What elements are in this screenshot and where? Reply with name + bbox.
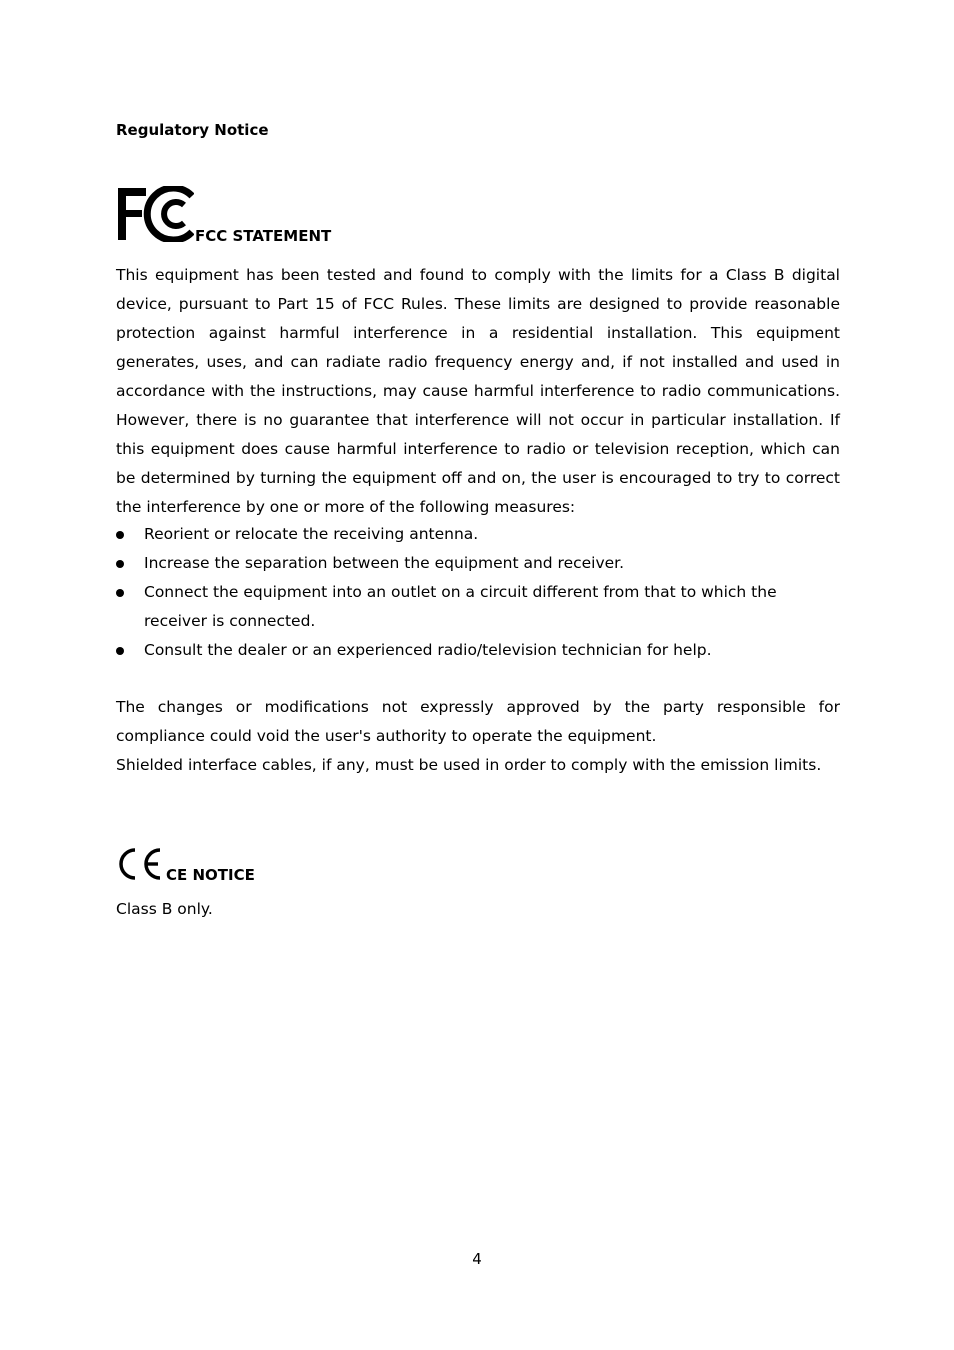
ce-notice-text: Class B only. [116,900,213,918]
fcc-statement-heading: FCC STATEMENT [195,227,332,245]
changes-paragraph: The changes or modifications not expressly approved by the party responsible for compliance could void the user's authority to operate the equipment. [116,698,840,745]
bullet-icon [116,560,124,568]
shielded-cables-paragraph: Shielded interface cables, if any, must be used in order to comply with the emission limits. [116,756,822,774]
ce-mark-icon [118,846,164,882]
page-number: 4 [472,1250,482,1268]
measures-list [116,520,840,665]
list-item [116,636,840,665]
bullet-icon [116,531,124,539]
list-item [116,549,840,578]
bullet-icon [116,647,124,655]
page-title: Regulatory Notice [116,121,269,139]
measure-text: Consult the dealer or an experienced radio/television technician for help. [144,641,712,659]
bullet-icon [116,589,124,597]
measure-text: Increase the separation between the equipment and receiver. [144,554,625,572]
measure-text: Connect the equipment into an outlet on a circuit different from that to which the receiver is connected. [144,583,777,630]
fcc-statement-paragraph: This equipment has been tested and found to comply with the limits for a Class B digital device, pursuant to Part 15 of FCC Rules. These limits are designed to provide reasonable protection against harmful interference in a residential installation. This equipment generates, uses, and can radiate radio frequency energy and, if not installed and used in accordance with the instructions, may cause harmful interference to radio communications. However, there is no guarantee that interference will not occur in particular installation. If this equipment does cause harmful interference to radio or television reception, which can be determined by turning the equipment off and on, the user is encouraged to try to correct the interference by one or more of the following measures: [116,266,840,516]
measure-text: Reorient or relocate the receiving antenna. [144,525,479,543]
ce-notice-heading: CE NOTICE [166,866,255,884]
list-item [116,578,840,636]
fcc-logo-icon [118,186,194,242]
list-item [116,520,840,549]
